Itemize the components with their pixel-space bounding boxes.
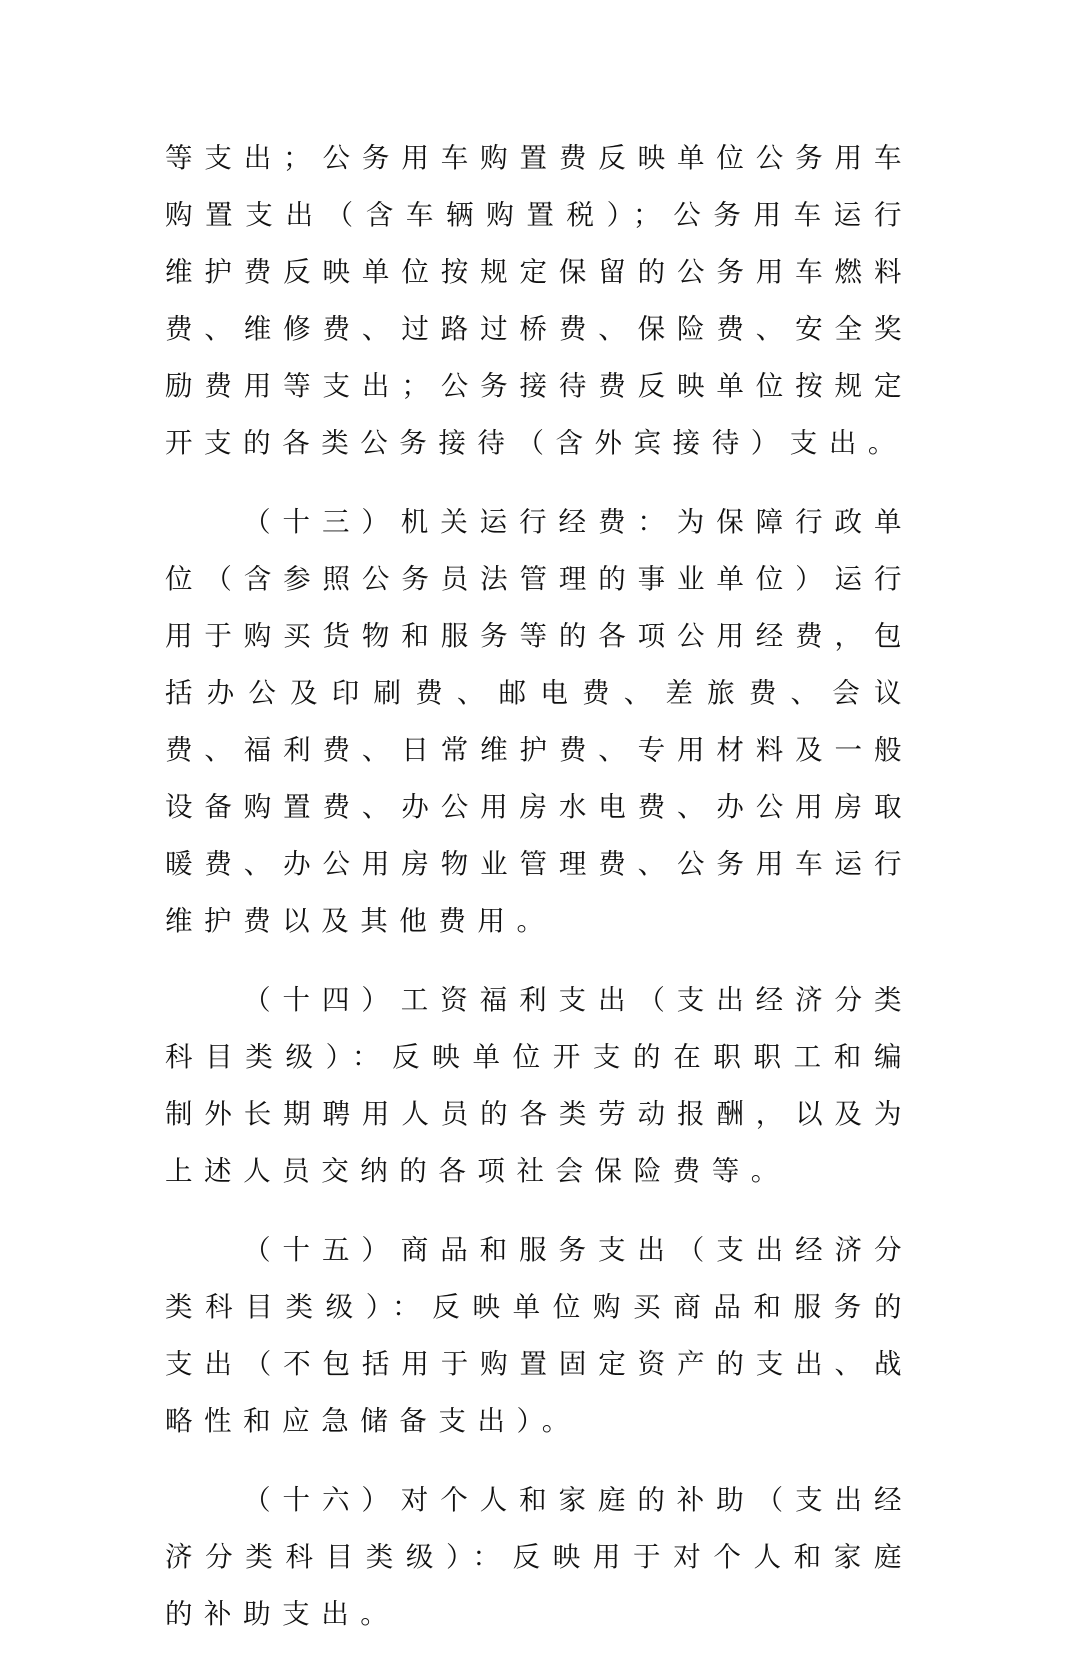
paragraph-13-office-operating-funds: （十三）机关运行经费：为保障行政单位（含参照公务员法管理的事业单位）运行用于购买货物和服务等的各项公用经费，包括办公及印刷费、邮电费、差旅费、会议费、福利费、日常维护费、专用材料及一般设备购置费、办公用房水电费、办公用房取暖费、办公用房物业管理费、公务用车运行维护费以及其他费用。 <box>165 506 913 937</box>
paragraph-14-wages-benefits: （十四）工资福利支出（支出经济分类科目类级）：反映单位开支的在职职工和编制外长期聘用人员的各类劳动报酬，以及为上述人员交纳的各项社会保险费等。 <box>165 984 913 1187</box>
paragraph-16-household-subsidies: （十六）对个人和家庭的补助（支出经济分类科目类级）：反映用于对个人和家庭的补助支出。 <box>165 1484 913 1630</box>
document-body <box>165 130 913 1665</box>
paragraph-continuation: 等支出；公务用车购置费反映单位公务用车购置支出（含车辆购置税）；公务用车运行维护费反映单位按规定保留的公务用车燃料费、维修费、过路过桥费、保险费、安全奖励费用等支出；公务接待费反映单位按规定开支的各类公务接待（含外宾接待）支出。 <box>165 142 913 459</box>
paragraph-15-goods-services: （十五）商品和服务支出（支出经济分类科目类级）：反映单位购买商品和服务的支出（不包括用于购置固定资产的支出、战略性和应急储备支出）。 <box>165 1234 913 1437</box>
